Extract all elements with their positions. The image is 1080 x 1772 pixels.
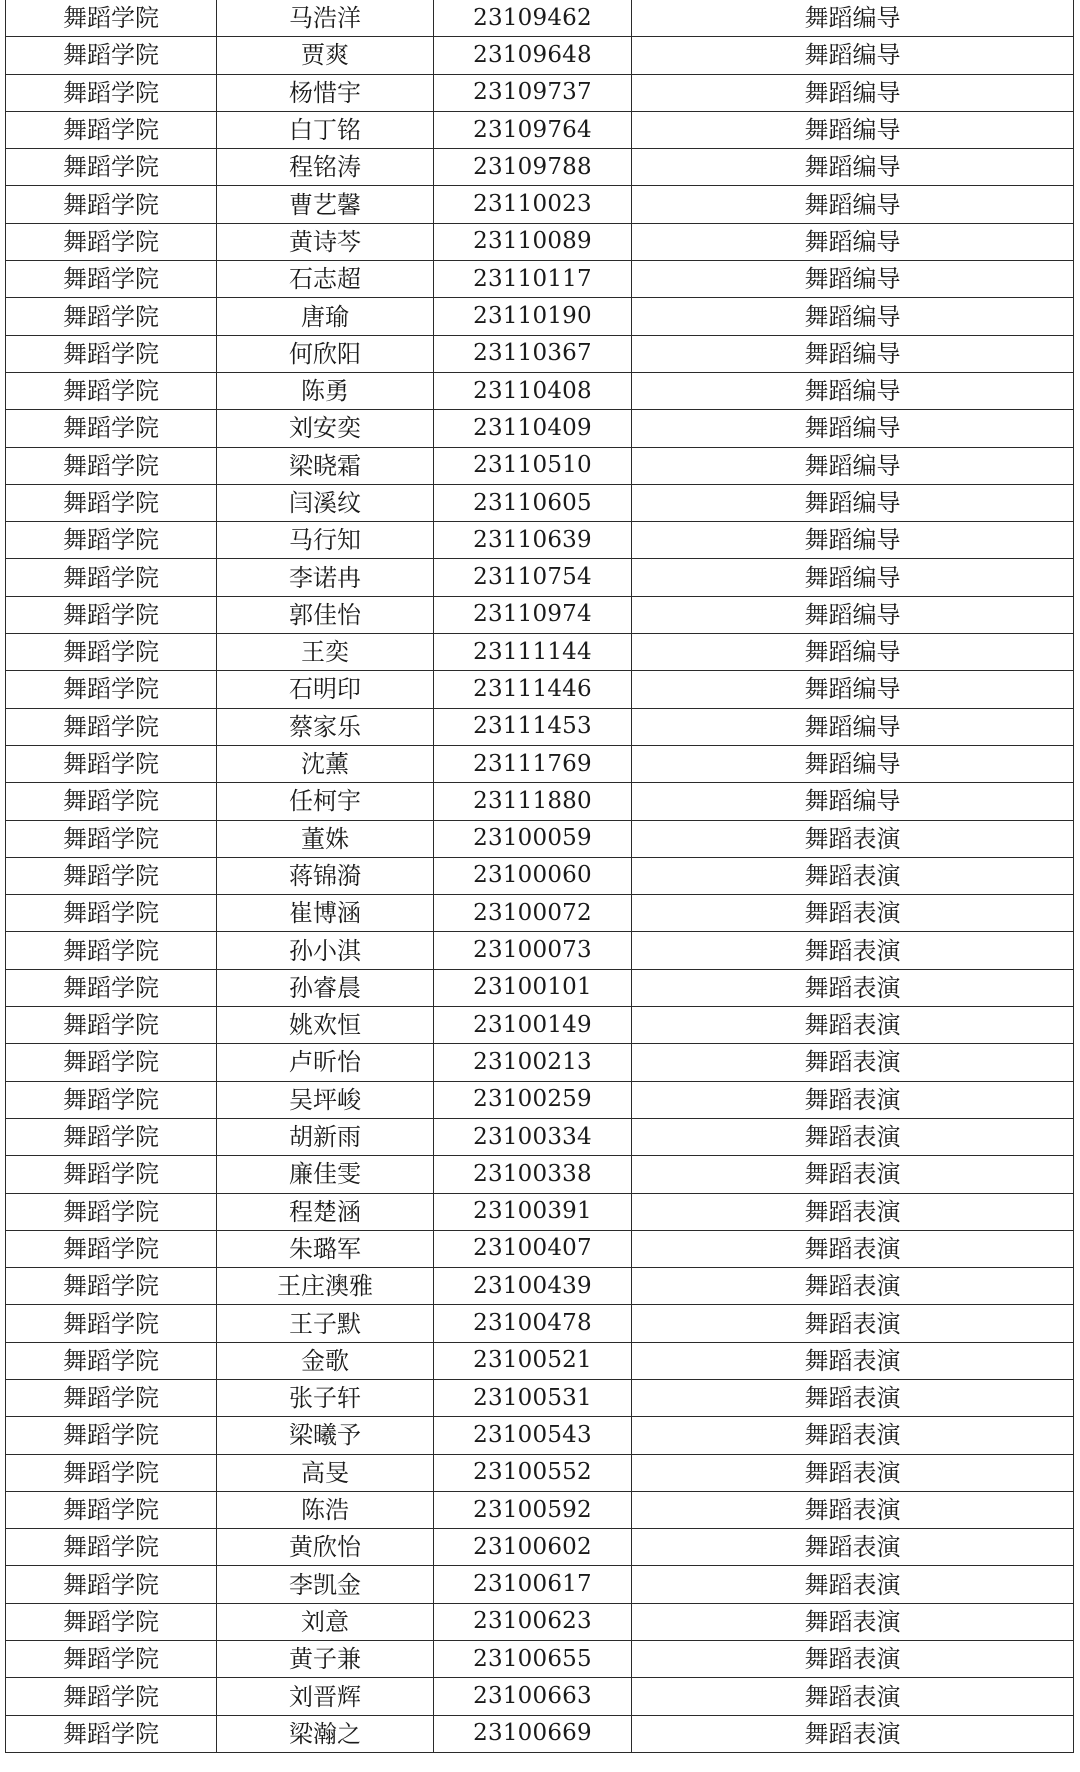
table-row <box>6 186 1074 223</box>
college-cell: 舞蹈学院 <box>6 1603 217 1640</box>
table-row <box>6 1641 1074 1678</box>
student-name-cell: 梁曦予 <box>217 1417 434 1454</box>
college-cell: 舞蹈学院 <box>6 261 217 298</box>
student-id-cell: 23110754 <box>434 559 632 596</box>
student-id-cell: 23111880 <box>434 783 632 820</box>
college-cell: 舞蹈学院 <box>6 1454 217 1491</box>
student-name-cell: 马行知 <box>217 522 434 559</box>
table-row <box>6 820 1074 857</box>
table-row <box>6 596 1074 633</box>
major-cell: 舞蹈表演 <box>632 1529 1074 1566</box>
student-name-cell: 吴坪峻 <box>217 1081 434 1118</box>
table-row <box>6 1454 1074 1491</box>
major-cell: 舞蹈表演 <box>632 857 1074 894</box>
major-cell: 舞蹈表演 <box>632 1007 1074 1044</box>
student-name-cell: 任柯宇 <box>217 783 434 820</box>
table-row <box>6 410 1074 447</box>
table-row <box>6 111 1074 148</box>
student-name-cell: 刘晋辉 <box>217 1678 434 1715</box>
table-row <box>6 1305 1074 1342</box>
college-cell: 舞蹈学院 <box>6 1529 217 1566</box>
student-name-cell: 唐瑜 <box>217 298 434 335</box>
student-name-cell: 朱璐军 <box>217 1230 434 1267</box>
table-row <box>6 149 1074 186</box>
student-name-cell: 孙小淇 <box>217 932 434 969</box>
major-cell: 舞蹈编导 <box>632 484 1074 521</box>
student-id-cell: 23100655 <box>434 1641 632 1678</box>
student-name-cell: 刘安奕 <box>217 410 434 447</box>
table-row <box>6 298 1074 335</box>
table-row <box>6 1081 1074 1118</box>
table-row <box>6 1156 1074 1193</box>
student-id-cell: 23111453 <box>434 708 632 745</box>
student-name-cell: 马浩洋 <box>217 0 434 37</box>
table-row <box>6 1230 1074 1267</box>
student-name-cell: 梁晓霜 <box>217 447 434 484</box>
college-cell: 舞蹈学院 <box>6 1118 217 1155</box>
college-cell: 舞蹈学院 <box>6 1007 217 1044</box>
major-cell: 舞蹈表演 <box>632 1641 1074 1678</box>
student-id-cell: 23100592 <box>434 1491 632 1528</box>
college-cell: 舞蹈学院 <box>6 1044 217 1081</box>
table-row <box>6 708 1074 745</box>
table-row <box>6 1193 1074 1230</box>
table-row <box>6 1417 1074 1454</box>
student-name-cell: 闫溪纹 <box>217 484 434 521</box>
major-cell: 舞蹈编导 <box>632 335 1074 372</box>
major-cell: 舞蹈表演 <box>632 1454 1074 1491</box>
college-cell: 舞蹈学院 <box>6 0 217 37</box>
student-name-cell: 陈浩 <box>217 1491 434 1528</box>
student-name-cell: 胡新雨 <box>217 1118 434 1155</box>
major-cell: 舞蹈编导 <box>632 74 1074 111</box>
table-row <box>6 671 1074 708</box>
table-row <box>6 335 1074 372</box>
table-row <box>6 261 1074 298</box>
student-id-cell: 23100072 <box>434 895 632 932</box>
table-row <box>6 372 1074 409</box>
major-cell: 舞蹈表演 <box>632 1156 1074 1193</box>
student-name-cell: 蔡家乐 <box>217 708 434 745</box>
student-name-cell: 李诺冉 <box>217 559 434 596</box>
student-name-cell: 李凯金 <box>217 1566 434 1603</box>
student-name-cell: 何欣阳 <box>217 335 434 372</box>
table-row <box>6 1566 1074 1603</box>
student-id-cell: 23100439 <box>434 1268 632 1305</box>
major-cell: 舞蹈表演 <box>632 1491 1074 1528</box>
admission-list-table <box>5 0 1073 1753</box>
major-cell: 舞蹈编导 <box>632 261 1074 298</box>
table-row <box>6 223 1074 260</box>
student-name-cell: 黄欣怡 <box>217 1529 434 1566</box>
table-body <box>6 0 1074 1752</box>
major-cell: 舞蹈表演 <box>632 1118 1074 1155</box>
major-cell: 舞蹈表演 <box>632 1678 1074 1715</box>
student-id-cell: 23100531 <box>434 1379 632 1416</box>
college-cell: 舞蹈学院 <box>6 671 217 708</box>
student-name-cell: 高旻 <box>217 1454 434 1491</box>
student-id-cell: 23111769 <box>434 745 632 782</box>
student-id-cell: 23110510 <box>434 447 632 484</box>
student-name-cell: 程楚涵 <box>217 1193 434 1230</box>
student-name-cell: 孙睿晨 <box>217 969 434 1006</box>
student-name-cell: 卢昕怡 <box>217 1044 434 1081</box>
college-cell: 舞蹈学院 <box>6 559 217 596</box>
student-name-cell: 沈薰 <box>217 745 434 782</box>
major-cell: 舞蹈表演 <box>632 969 1074 1006</box>
table-row <box>6 932 1074 969</box>
table-row <box>6 1007 1074 1044</box>
college-cell: 舞蹈学院 <box>6 1678 217 1715</box>
college-cell: 舞蹈学院 <box>6 111 217 148</box>
student-id-cell: 23110974 <box>434 596 632 633</box>
table-row <box>6 1379 1074 1416</box>
college-cell: 舞蹈学院 <box>6 1715 217 1752</box>
college-cell: 舞蹈学院 <box>6 1156 217 1193</box>
student-id-cell: 23110190 <box>434 298 632 335</box>
student-id-cell: 23100149 <box>434 1007 632 1044</box>
major-cell: 舞蹈编导 <box>632 372 1074 409</box>
college-cell: 舞蹈学院 <box>6 783 217 820</box>
student-id-cell: 23110023 <box>434 186 632 223</box>
major-cell: 舞蹈编导 <box>632 634 1074 671</box>
major-cell: 舞蹈表演 <box>632 820 1074 857</box>
student-id-cell: 23100663 <box>434 1678 632 1715</box>
college-cell: 舞蹈学院 <box>6 820 217 857</box>
major-cell: 舞蹈表演 <box>632 1603 1074 1640</box>
major-cell: 舞蹈表演 <box>632 1044 1074 1081</box>
table-row <box>6 37 1074 74</box>
college-cell: 舞蹈学院 <box>6 857 217 894</box>
table-row <box>6 895 1074 932</box>
student-id-cell: 23109648 <box>434 37 632 74</box>
student-id-cell: 23110408 <box>434 372 632 409</box>
college-cell: 舞蹈学院 <box>6 298 217 335</box>
major-cell: 舞蹈表演 <box>632 1342 1074 1379</box>
college-cell: 舞蹈学院 <box>6 1268 217 1305</box>
student-id-cell: 23100478 <box>434 1305 632 1342</box>
student-id-cell: 23111144 <box>434 634 632 671</box>
major-cell: 舞蹈编导 <box>632 447 1074 484</box>
major-cell: 舞蹈表演 <box>632 1268 1074 1305</box>
table-row <box>6 745 1074 782</box>
student-id-cell: 23100334 <box>434 1118 632 1155</box>
major-cell: 舞蹈编导 <box>632 186 1074 223</box>
student-name-cell: 陈勇 <box>217 372 434 409</box>
major-cell: 舞蹈编导 <box>632 223 1074 260</box>
major-cell: 舞蹈编导 <box>632 671 1074 708</box>
college-cell: 舞蹈学院 <box>6 1491 217 1528</box>
student-id-cell: 23110117 <box>434 261 632 298</box>
major-cell: 舞蹈表演 <box>632 1566 1074 1603</box>
major-cell: 舞蹈编导 <box>632 111 1074 148</box>
table-row <box>6 1715 1074 1752</box>
student-id-cell: 23100391 <box>434 1193 632 1230</box>
student-id-cell: 23109764 <box>434 111 632 148</box>
student-name-cell: 王奕 <box>217 634 434 671</box>
college-cell: 舞蹈学院 <box>6 895 217 932</box>
college-cell: 舞蹈学院 <box>6 1566 217 1603</box>
student-id-cell: 23100213 <box>434 1044 632 1081</box>
student-name-cell: 黄诗芩 <box>217 223 434 260</box>
student-id-cell: 23111446 <box>434 671 632 708</box>
major-cell: 舞蹈编导 <box>632 298 1074 335</box>
major-cell: 舞蹈表演 <box>632 895 1074 932</box>
major-cell: 舞蹈表演 <box>632 932 1074 969</box>
college-cell: 舞蹈学院 <box>6 596 217 633</box>
student-id-cell: 23109737 <box>434 74 632 111</box>
student-id-cell: 23110639 <box>434 522 632 559</box>
table-row <box>6 1044 1074 1081</box>
major-cell: 舞蹈编导 <box>632 708 1074 745</box>
table-row <box>6 969 1074 1006</box>
major-cell: 舞蹈表演 <box>632 1193 1074 1230</box>
college-cell: 舞蹈学院 <box>6 74 217 111</box>
college-cell: 舞蹈学院 <box>6 1305 217 1342</box>
college-cell: 舞蹈学院 <box>6 1641 217 1678</box>
table-row <box>6 1678 1074 1715</box>
college-cell: 舞蹈学院 <box>6 1342 217 1379</box>
major-cell: 舞蹈表演 <box>632 1379 1074 1416</box>
student-id-cell: 23100602 <box>434 1529 632 1566</box>
college-cell: 舞蹈学院 <box>6 1417 217 1454</box>
student-name-cell: 董姝 <box>217 820 434 857</box>
table-row <box>6 1342 1074 1379</box>
table-row <box>6 484 1074 521</box>
student-table <box>5 0 1074 1753</box>
college-cell: 舞蹈学院 <box>6 335 217 372</box>
table-row <box>6 857 1074 894</box>
table-row <box>6 559 1074 596</box>
college-cell: 舞蹈学院 <box>6 745 217 782</box>
student-name-cell: 曹艺馨 <box>217 186 434 223</box>
student-name-cell: 张子轩 <box>217 1379 434 1416</box>
table-row <box>6 1118 1074 1155</box>
college-cell: 舞蹈学院 <box>6 1081 217 1118</box>
major-cell: 舞蹈编导 <box>632 37 1074 74</box>
table-row <box>6 634 1074 671</box>
major-cell: 舞蹈表演 <box>632 1230 1074 1267</box>
major-cell: 舞蹈编导 <box>632 559 1074 596</box>
college-cell: 舞蹈学院 <box>6 149 217 186</box>
student-name-cell: 刘意 <box>217 1603 434 1640</box>
student-id-cell: 23100552 <box>434 1454 632 1491</box>
student-name-cell: 崔博涵 <box>217 895 434 932</box>
college-cell: 舞蹈学院 <box>6 186 217 223</box>
student-id-cell: 23100060 <box>434 857 632 894</box>
college-cell: 舞蹈学院 <box>6 634 217 671</box>
student-id-cell: 23110089 <box>434 223 632 260</box>
student-name-cell: 石明印 <box>217 671 434 708</box>
college-cell: 舞蹈学院 <box>6 447 217 484</box>
student-id-cell: 23100338 <box>434 1156 632 1193</box>
major-cell: 舞蹈编导 <box>632 149 1074 186</box>
major-cell: 舞蹈表演 <box>632 1305 1074 1342</box>
college-cell: 舞蹈学院 <box>6 1230 217 1267</box>
student-name-cell: 石志超 <box>217 261 434 298</box>
major-cell: 舞蹈表演 <box>632 1715 1074 1752</box>
major-cell: 舞蹈表演 <box>632 1081 1074 1118</box>
table-row <box>6 1491 1074 1528</box>
student-id-cell: 23109462 <box>434 0 632 37</box>
student-id-cell: 23100543 <box>434 1417 632 1454</box>
college-cell: 舞蹈学院 <box>6 223 217 260</box>
student-id-cell: 23100669 <box>434 1715 632 1752</box>
student-id-cell: 23100059 <box>434 820 632 857</box>
student-id-cell: 23100623 <box>434 1603 632 1640</box>
student-name-cell: 王子默 <box>217 1305 434 1342</box>
student-name-cell: 程铭涛 <box>217 149 434 186</box>
college-cell: 舞蹈学院 <box>6 1379 217 1416</box>
student-name-cell: 贾爽 <box>217 37 434 74</box>
major-cell: 舞蹈编导 <box>632 0 1074 37</box>
student-id-cell: 23100259 <box>434 1081 632 1118</box>
college-cell: 舞蹈学院 <box>6 484 217 521</box>
table-row <box>6 522 1074 559</box>
table-row <box>6 0 1074 37</box>
student-name-cell: 黄子兼 <box>217 1641 434 1678</box>
college-cell: 舞蹈学院 <box>6 1193 217 1230</box>
major-cell: 舞蹈编导 <box>632 596 1074 633</box>
student-name-cell: 蒋锦漪 <box>217 857 434 894</box>
student-id-cell: 23100407 <box>434 1230 632 1267</box>
student-name-cell: 郭佳怡 <box>217 596 434 633</box>
major-cell: 舞蹈编导 <box>632 783 1074 820</box>
student-name-cell: 梁瀚之 <box>217 1715 434 1752</box>
major-cell: 舞蹈编导 <box>632 745 1074 782</box>
student-name-cell: 杨惜宇 <box>217 74 434 111</box>
student-name-cell: 白丁铭 <box>217 111 434 148</box>
major-cell: 舞蹈表演 <box>632 1417 1074 1454</box>
college-cell: 舞蹈学院 <box>6 372 217 409</box>
table-row <box>6 1603 1074 1640</box>
student-name-cell: 廉佳雯 <box>217 1156 434 1193</box>
table-row <box>6 783 1074 820</box>
table-row <box>6 74 1074 111</box>
student-name-cell: 王庄澳雅 <box>217 1268 434 1305</box>
college-cell: 舞蹈学院 <box>6 969 217 1006</box>
student-id-cell: 23100101 <box>434 969 632 1006</box>
college-cell: 舞蹈学院 <box>6 522 217 559</box>
student-id-cell: 23109788 <box>434 149 632 186</box>
student-id-cell: 23100073 <box>434 932 632 969</box>
college-cell: 舞蹈学院 <box>6 932 217 969</box>
college-cell: 舞蹈学院 <box>6 410 217 447</box>
student-id-cell: 23110367 <box>434 335 632 372</box>
college-cell: 舞蹈学院 <box>6 37 217 74</box>
major-cell: 舞蹈编导 <box>632 522 1074 559</box>
student-id-cell: 23110605 <box>434 484 632 521</box>
student-id-cell: 23100617 <box>434 1566 632 1603</box>
student-name-cell: 姚欢恒 <box>217 1007 434 1044</box>
table-row <box>6 447 1074 484</box>
student-id-cell: 23100521 <box>434 1342 632 1379</box>
table-row <box>6 1268 1074 1305</box>
college-cell: 舞蹈学院 <box>6 708 217 745</box>
student-id-cell: 23110409 <box>434 410 632 447</box>
student-name-cell: 金歌 <box>217 1342 434 1379</box>
table-row <box>6 1529 1074 1566</box>
major-cell: 舞蹈编导 <box>632 410 1074 447</box>
